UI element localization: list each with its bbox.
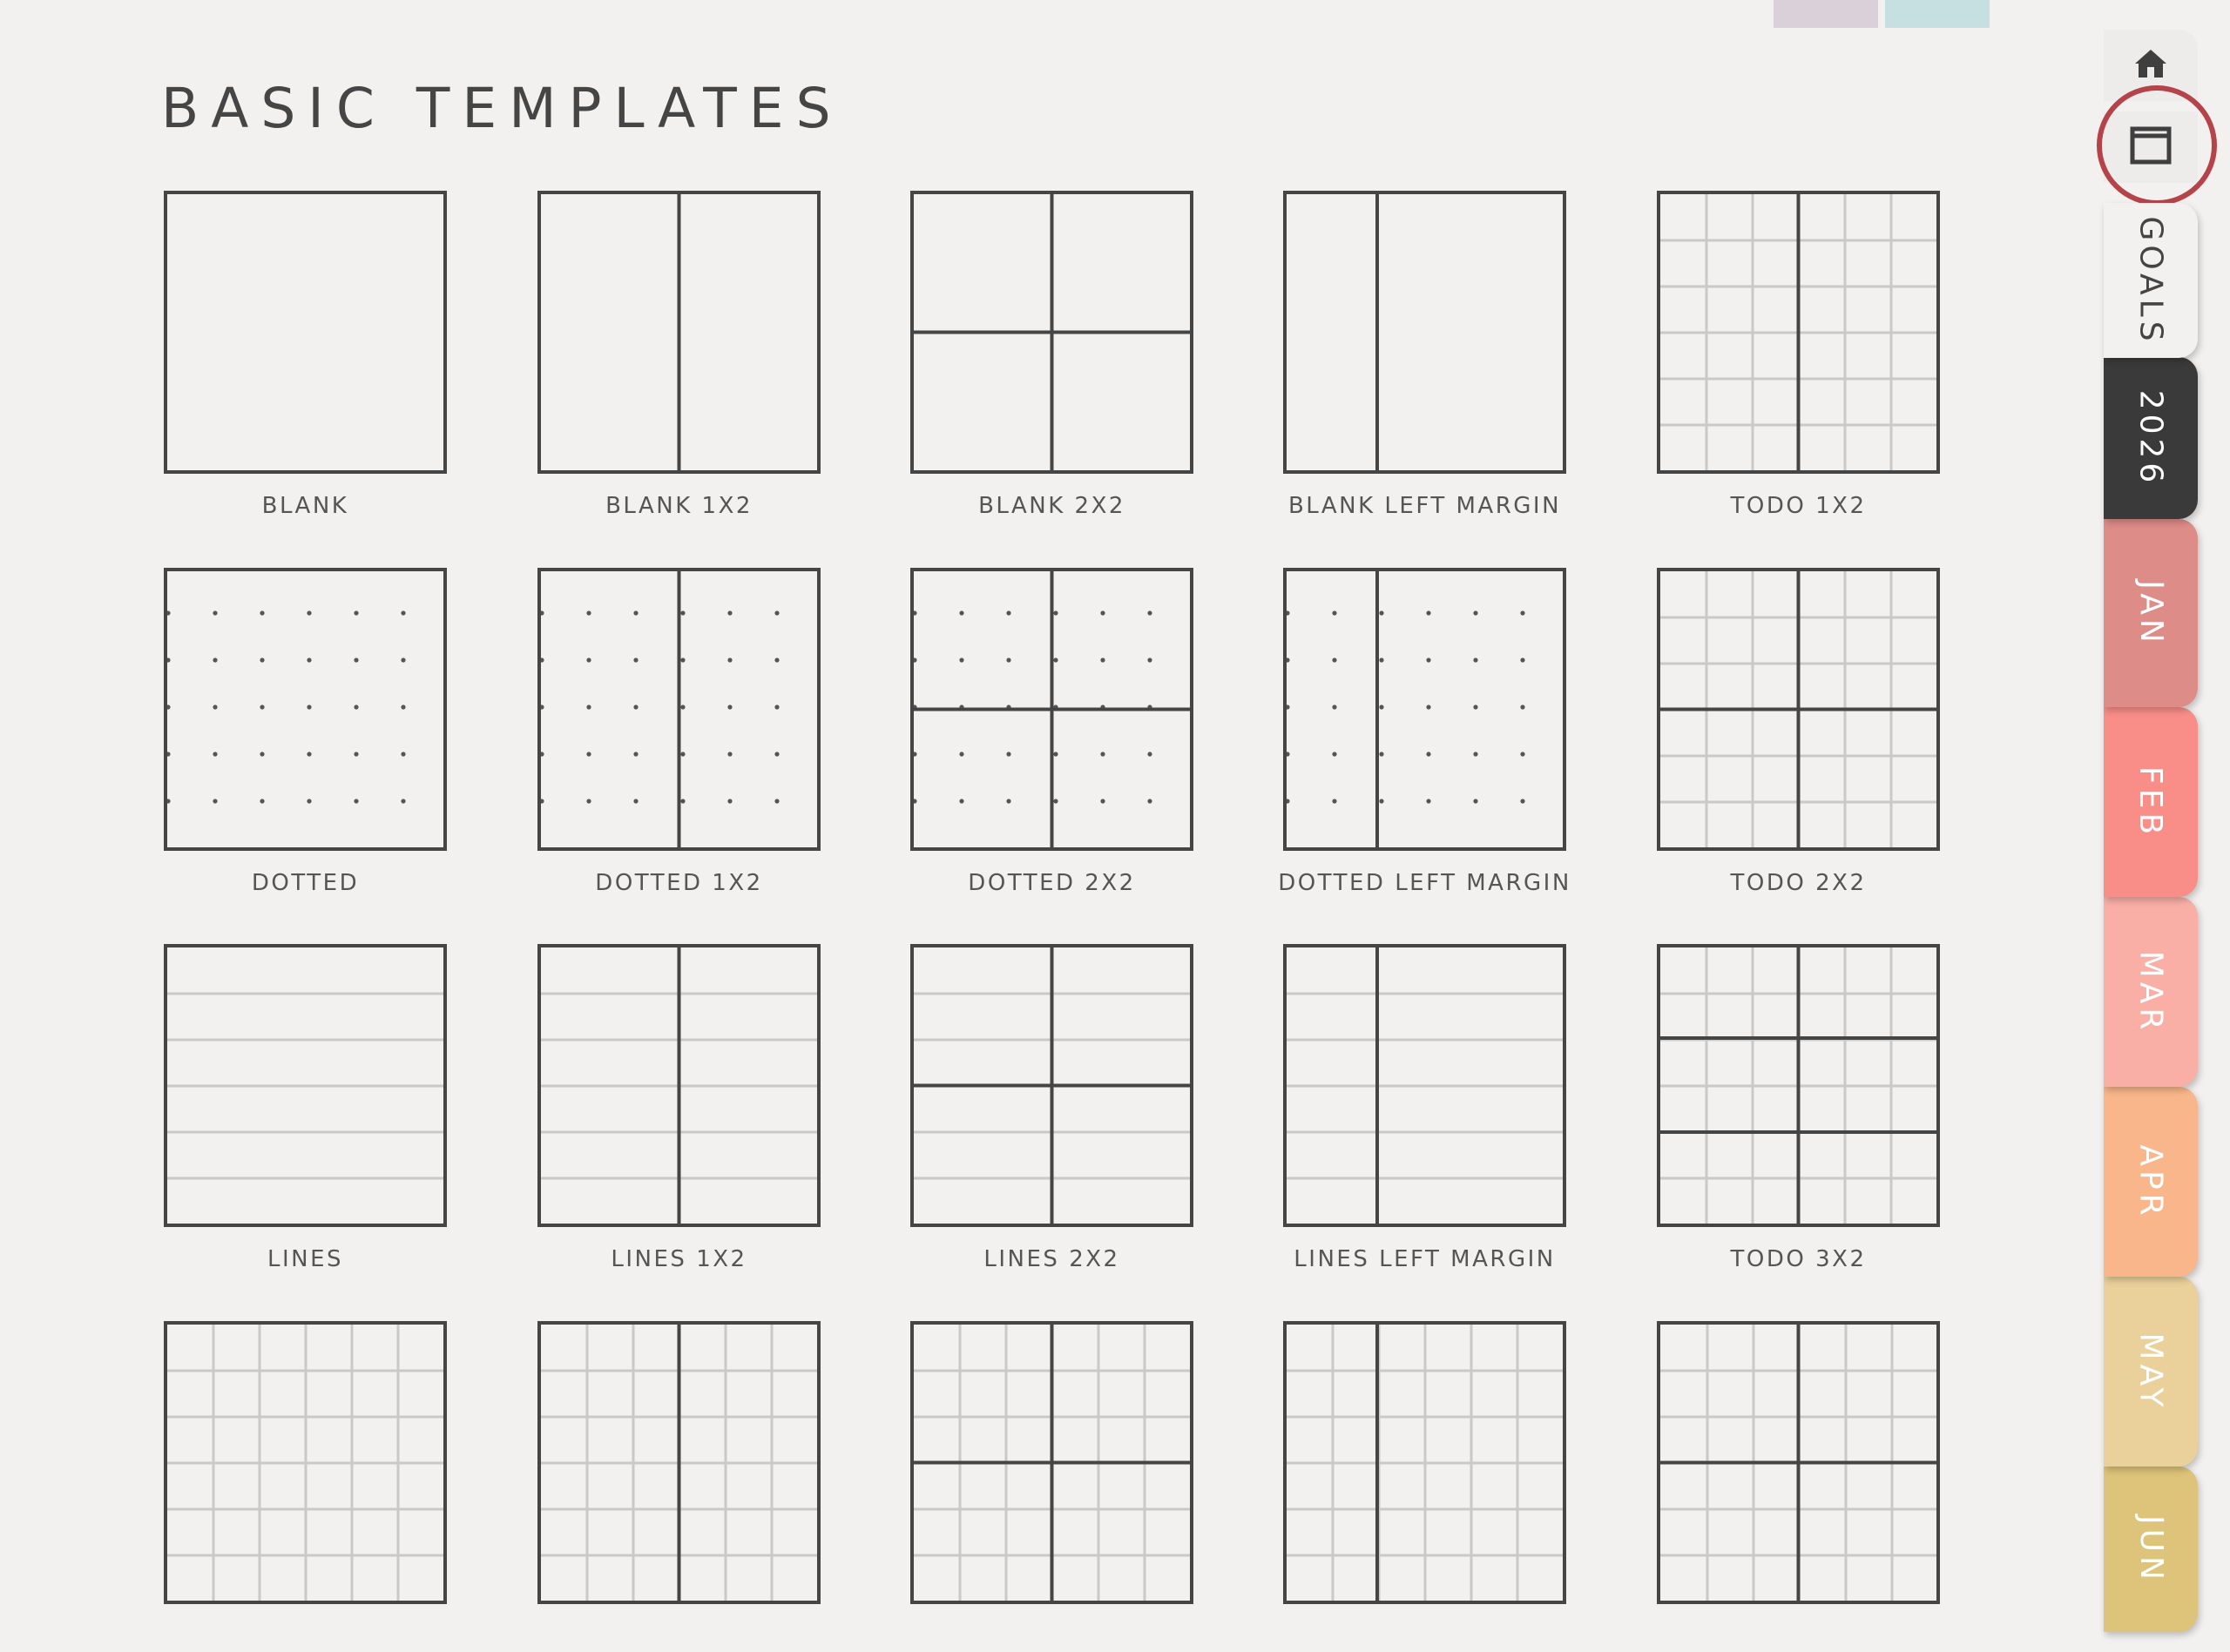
grid-dot xyxy=(680,799,685,803)
grid-dot xyxy=(633,610,638,615)
thumbnail-background xyxy=(1283,568,1566,851)
template-thumbnail xyxy=(164,1321,447,1604)
grid-dot xyxy=(260,799,264,803)
thumbnail-background xyxy=(164,191,447,474)
page-title: BASIC TEMPLATES xyxy=(161,77,843,140)
template-thumbnail xyxy=(1657,568,1940,851)
tab-goals[interactable] xyxy=(2104,203,2198,358)
template-todo-3x2[interactable] xyxy=(1657,944,1940,1275)
template-blank-left-margin[interactable] xyxy=(1283,191,1566,522)
tab-label: JAN xyxy=(2132,579,2169,647)
tab-label: APR xyxy=(2132,1143,2169,1220)
template-label: BLANK xyxy=(261,493,349,519)
grid-dot xyxy=(213,705,217,709)
tab-label: FEB xyxy=(2132,765,2169,839)
template-dotted-2x2[interactable] xyxy=(910,568,1193,899)
templates-button[interactable] xyxy=(2104,111,2198,183)
template-label: TODO 3X2 xyxy=(1730,1246,1867,1272)
grid-dot xyxy=(727,705,732,709)
grid-dot xyxy=(1426,610,1430,615)
template-thumbnail xyxy=(910,191,1193,474)
grid-dot xyxy=(1006,610,1010,615)
grid-dot xyxy=(307,610,311,615)
thumbnail-background xyxy=(164,568,447,851)
grid-dot xyxy=(586,799,591,803)
grid-dot xyxy=(1379,799,1383,803)
template-thumbnail xyxy=(537,1321,821,1604)
template-blank-1x2[interactable] xyxy=(537,191,821,522)
grid-dot xyxy=(354,610,358,615)
grid-dot xyxy=(1520,610,1524,615)
grid-dot xyxy=(680,657,685,662)
grid-dot xyxy=(1006,752,1010,756)
tab-label: 2026 xyxy=(2132,389,2169,487)
grid-dot xyxy=(401,610,405,615)
tab-jan[interactable] xyxy=(2104,519,2198,707)
grid-dot xyxy=(307,799,311,803)
grid-dot xyxy=(727,610,732,615)
grid-dot xyxy=(307,752,311,756)
template-blank[interactable] xyxy=(164,191,447,522)
grid-dot xyxy=(354,657,358,662)
grid-dot xyxy=(1053,657,1058,662)
tab-label: MAY xyxy=(2132,1332,2169,1411)
grid-dot xyxy=(633,657,638,662)
grid-dot xyxy=(1100,752,1105,756)
grid-dot xyxy=(680,752,685,756)
template-blank-2x2[interactable] xyxy=(910,191,1193,522)
grid-dot xyxy=(586,610,591,615)
tab-mar[interactable] xyxy=(2104,897,2198,1087)
tab-label: JUN xyxy=(2132,1514,2169,1584)
grid-dot xyxy=(959,752,963,756)
tab-2026[interactable] xyxy=(2104,357,2198,519)
grid-dot xyxy=(1426,799,1430,803)
tab-apr[interactable] xyxy=(2104,1087,2198,1277)
grid-dot xyxy=(1426,657,1430,662)
grid-dot xyxy=(401,752,405,756)
grid-dot xyxy=(1379,705,1383,709)
grid-dot xyxy=(1520,657,1524,662)
template-dotted[interactable] xyxy=(164,568,447,899)
grid-dot xyxy=(774,799,779,803)
template-thumbnail xyxy=(537,944,821,1227)
grid-dot xyxy=(959,799,963,803)
grid-dot xyxy=(1379,752,1383,756)
template-grid-1x2[interactable] xyxy=(537,1321,821,1652)
template-grid-margin[interactable] xyxy=(1283,1321,1566,1652)
grid-dot xyxy=(1053,799,1058,803)
grid-dot xyxy=(1473,752,1477,756)
tab-label: MAR xyxy=(2132,950,2169,1034)
template-label: LINES 1X2 xyxy=(611,1246,747,1272)
template-grid-2x2[interactable] xyxy=(910,1321,1193,1652)
tab-jun[interactable] xyxy=(2104,1467,2198,1632)
grid-dot xyxy=(1332,657,1336,662)
template-thumbnail xyxy=(1283,568,1566,851)
grid-dot xyxy=(1332,610,1336,615)
template-label: TODO 2X2 xyxy=(1730,870,1867,896)
grid-dot xyxy=(680,705,685,709)
template-thumbnail xyxy=(1657,191,1940,474)
grid-dot xyxy=(260,705,264,709)
template-label: LINES xyxy=(267,1246,344,1272)
grid-dot xyxy=(1006,657,1010,662)
grid-dot xyxy=(959,610,963,615)
grid-dot xyxy=(727,657,732,662)
grid-dot xyxy=(260,610,264,615)
grid-dot xyxy=(633,705,638,709)
grid-dot xyxy=(307,657,311,662)
grid-dot xyxy=(1379,610,1383,615)
template-lines-2x2[interactable] xyxy=(910,944,1193,1275)
grid-dot xyxy=(354,752,358,756)
home-button[interactable] xyxy=(2104,30,2198,101)
grid-dot xyxy=(633,752,638,756)
template-thumbnail xyxy=(1657,944,1940,1227)
grid-dot xyxy=(401,705,405,709)
grid-dot xyxy=(260,657,264,662)
template-label: BLANK 1X2 xyxy=(605,493,753,519)
grid-dot xyxy=(213,657,217,662)
grid-dot xyxy=(1332,752,1336,756)
template-label: DOTTED 1X2 xyxy=(595,870,763,896)
template-label: DOTTED LEFT MARGIN xyxy=(1278,870,1571,896)
grid-dot xyxy=(1426,752,1430,756)
template-thumbnail xyxy=(537,568,821,851)
grid-dot xyxy=(774,657,779,662)
template-thumbnail xyxy=(1283,1321,1566,1604)
grid-dot xyxy=(307,705,311,709)
grid-dot xyxy=(260,752,264,756)
template-lines[interactable] xyxy=(164,944,447,1275)
grid-dot xyxy=(1100,799,1105,803)
tab-feb[interactable] xyxy=(2104,707,2198,897)
template-thumbnail xyxy=(910,1321,1193,1604)
grid-dot xyxy=(727,752,732,756)
grid-dot xyxy=(401,657,405,662)
tab-may[interactable] xyxy=(2104,1277,2198,1467)
grid-dot xyxy=(1147,752,1152,756)
grid-dot xyxy=(1332,705,1336,709)
template-todo-1x2[interactable] xyxy=(1657,191,1940,522)
template-lines-1x2[interactable] xyxy=(537,944,821,1275)
grid-dot xyxy=(727,799,732,803)
grid-dot xyxy=(1332,799,1336,803)
template-lines-left-margin[interactable] xyxy=(1283,944,1566,1275)
template-thumbnail xyxy=(1657,1321,1940,1604)
grid-dot xyxy=(1379,657,1383,662)
grid-dot xyxy=(354,799,358,803)
grid-dot xyxy=(586,752,591,756)
grid-dot xyxy=(213,799,217,803)
template-dotted-left-margin[interactable] xyxy=(1278,568,1571,899)
template-thumbnail xyxy=(164,191,447,474)
grid-dot xyxy=(586,705,591,709)
template-thumbnail xyxy=(537,191,821,474)
template-dotted-1x2[interactable] xyxy=(537,568,821,899)
grid-dot xyxy=(774,752,779,756)
template-thumbnail xyxy=(1283,191,1566,474)
tab-label: GOALS xyxy=(2132,215,2169,346)
template-label: LINES 2X2 xyxy=(983,1246,1120,1272)
grid-dot xyxy=(354,705,358,709)
grid-dot xyxy=(680,610,685,615)
grid-dot xyxy=(213,610,217,615)
template-label: TODO 1X2 xyxy=(1730,493,1867,519)
template-label: BLANK 2X2 xyxy=(978,493,1125,519)
template-label: DOTTED xyxy=(251,870,360,896)
grid-dot xyxy=(1520,752,1524,756)
template-label: LINES LEFT MARGIN xyxy=(1294,1246,1556,1272)
template-thumbnail xyxy=(910,944,1193,1227)
grid-dot xyxy=(1473,705,1477,709)
template-label: DOTTED 2X2 xyxy=(968,870,1136,896)
grid-dot xyxy=(1100,610,1105,615)
template-thumbnail xyxy=(164,568,447,851)
grid-dot xyxy=(1006,799,1010,803)
thumbnail-background xyxy=(1283,191,1566,474)
grid-dot xyxy=(1520,705,1524,709)
template-todo-2x2[interactable] xyxy=(1657,568,1940,899)
template-label: BLANK LEFT MARGIN xyxy=(1287,493,1562,519)
grid-dot xyxy=(774,610,779,615)
grid-dot xyxy=(1100,657,1105,662)
grid-dot xyxy=(1147,799,1152,803)
grid-dot xyxy=(1473,610,1477,615)
grid-dot xyxy=(633,799,638,803)
grid-dot xyxy=(1053,752,1058,756)
grid-dot xyxy=(1147,657,1152,662)
square-icon xyxy=(2129,124,2173,171)
grid-dot xyxy=(1520,799,1524,803)
home-icon xyxy=(2130,43,2172,88)
grid-dot xyxy=(1147,610,1152,615)
grid-dot xyxy=(401,799,405,803)
grid-dot xyxy=(586,657,591,662)
grid-dot xyxy=(1473,657,1477,662)
grid-dot xyxy=(1426,705,1430,709)
template-grid-none[interactable] xyxy=(164,1321,447,1652)
grid-dot xyxy=(1473,799,1477,803)
grid-dot xyxy=(774,705,779,709)
grid-dot xyxy=(959,657,963,662)
template-thumbnail xyxy=(1283,944,1566,1227)
grid-dot xyxy=(1053,610,1058,615)
template-thumbnail xyxy=(910,568,1193,851)
grid-dot xyxy=(213,752,217,756)
template-todo-rows-2x2[interactable] xyxy=(1657,1321,1940,1652)
template-thumbnail xyxy=(164,944,447,1227)
